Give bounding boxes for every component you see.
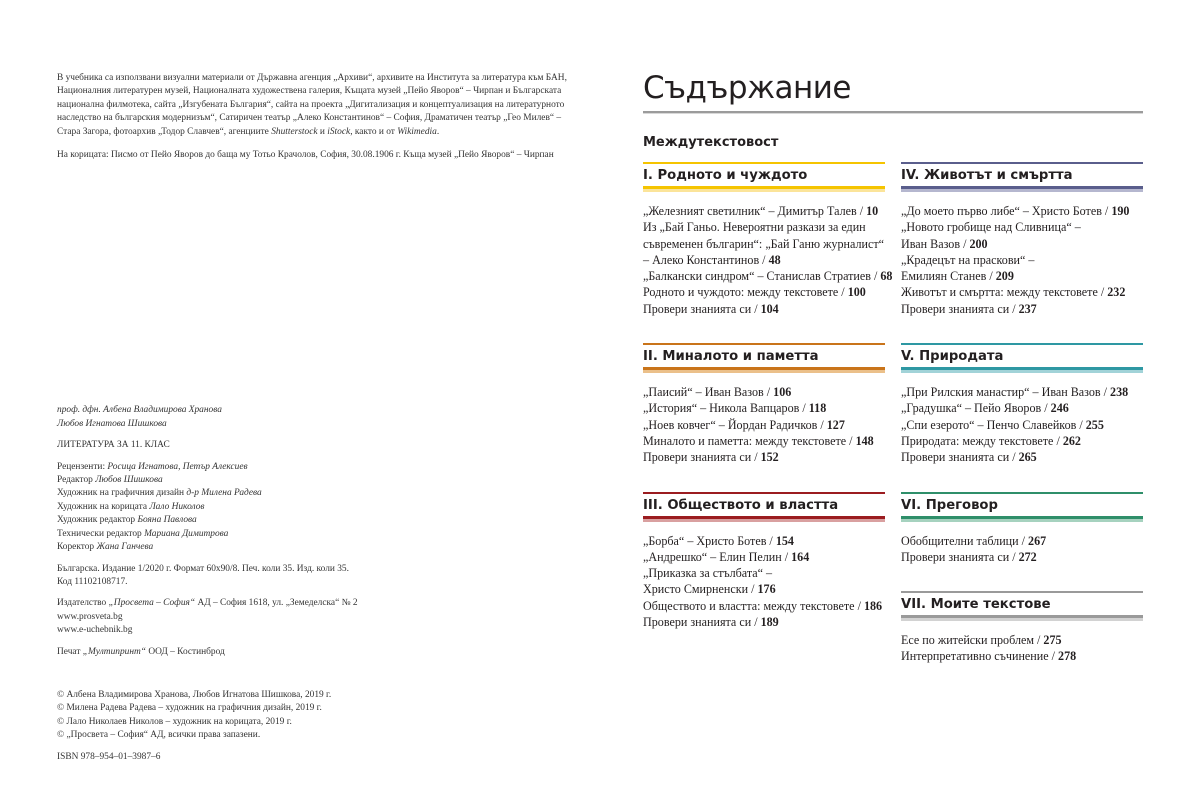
- credits-line: Националния литературен музей, Националната художествена галерия, Къщата музей „Пейо Яворов“ – Чирпан и Българската: [57, 86, 562, 97]
- section-heading[interactable]: II. Миналото и паметта: [643, 343, 885, 370]
- page-number: 104: [760, 301, 779, 316]
- entry-title: Из „Бай Ганьо. Невероятни разкази за един: [643, 220, 866, 235]
- page-number: 209: [995, 269, 1014, 284]
- staff-row: [57, 487, 582, 500]
- toc-entry[interactable]: [901, 236, 1143, 252]
- page-number: 100: [847, 285, 866, 300]
- entry-title: „Новото гробище над Сливница“ –: [901, 220, 1081, 235]
- toc-section: [643, 492, 885, 631]
- page-number: 267: [1028, 533, 1047, 548]
- section-entries: [901, 203, 1143, 317]
- staff-role: Художник на корицата: [57, 501, 150, 512]
- toc-entry[interactable]: [643, 301, 885, 317]
- toc-entry[interactable]: [643, 400, 885, 416]
- publisher-info: [57, 597, 582, 637]
- entry-title: Иван Вазов /: [901, 236, 970, 251]
- toc-entry[interactable]: [643, 533, 885, 549]
- staff-role: Редактор: [57, 475, 96, 486]
- toc-column-left: [643, 162, 893, 656]
- section-entries: [901, 384, 1143, 465]
- section-heading[interactable]: V. Природата: [901, 343, 1143, 370]
- entry-title: Обобщителни таблици /: [901, 533, 1029, 548]
- staff-row: [57, 474, 582, 487]
- section-entries: [643, 533, 885, 631]
- toc-entry[interactable]: [901, 301, 1143, 317]
- section-heading[interactable]: VI. Преговор: [901, 492, 1143, 519]
- page-number: 164: [791, 549, 810, 564]
- entry-title: Провери знанията си /: [643, 615, 761, 630]
- publisher-name: „Просвета – София“: [108, 598, 196, 609]
- toc-entry[interactable]: [643, 284, 885, 300]
- entry-title: Провери знанията си /: [643, 301, 761, 316]
- entry-title: Провери знанията си /: [901, 450, 1019, 465]
- edition-line: Код 11102108717.: [57, 576, 128, 587]
- entry-title: Провери знанията си /: [643, 450, 761, 465]
- staff-name: Росица Игнатова, Петър Алексиев: [107, 461, 248, 472]
- toc-section: [901, 343, 1143, 465]
- page-number: 154: [775, 533, 794, 548]
- book-title: ЛИТЕРАТУРА ЗА 11. КЛАС: [57, 440, 170, 451]
- page-number: 278: [1058, 649, 1077, 664]
- toc-entry[interactable]: [901, 533, 1143, 549]
- entry-title: Есе по житейски проблем /: [901, 633, 1044, 648]
- printer-name: „Мултипринт“: [82, 646, 146, 657]
- page-number: 255: [1085, 417, 1104, 432]
- entry-title: „История“ – Никола Вапцаров /: [643, 401, 809, 416]
- credits-line: национална филмотека, сайта „Изгубената България“, сайта на проекта „Дигитализация и концептуализация на литературното: [57, 99, 565, 110]
- page-number: 10: [866, 204, 879, 218]
- toc-entry[interactable]: [901, 400, 1143, 416]
- credits-text: , както и от: [350, 126, 398, 137]
- section-entries: [643, 203, 893, 317]
- copyright-line: © Милена Радева Радева – художник на графичния дизайн, 2019 г.: [57, 703, 322, 714]
- section-entries: [901, 632, 1143, 665]
- copyright-line: © Лало Николаев Николов – художник на корицата, 2019 г.: [57, 716, 292, 727]
- credits-line: В учебника са използвани визуални материали от Държавна агенция „Архиви“, архивите на Института за литература към БАН,: [57, 73, 567, 83]
- page-number: 176: [757, 582, 776, 597]
- page-number: 275: [1043, 633, 1062, 648]
- printer-info: [57, 646, 582, 659]
- page-number: 152: [760, 450, 779, 465]
- credits-line: наследство на българския модернизъм“, Сатиричен театър „Алеко Константинов“ – София, Драматичен театър „Гео Милев“ –: [57, 113, 562, 124]
- toc-entry[interactable]: [901, 632, 1143, 648]
- page-number: 246: [1050, 401, 1069, 416]
- toc-entry[interactable]: [643, 268, 893, 284]
- entry-title: „Балкански синдром“ – Станислав Стратиев /: [643, 269, 881, 284]
- entry-title: „Крадецът на праскови“ –: [901, 252, 1035, 267]
- toc-section: [643, 162, 893, 317]
- authors: [57, 404, 582, 431]
- staff-name: Жана Ганчева: [96, 542, 154, 553]
- toc-entry[interactable]: [901, 417, 1143, 433]
- staff-role: Рецензенти:: [57, 461, 108, 472]
- toc-entry[interactable]: [643, 219, 885, 235]
- staff-list: [57, 461, 582, 555]
- toc-entry[interactable]: [643, 203, 885, 219]
- toc-entry[interactable]: [901, 384, 1143, 400]
- toc-entry[interactable]: [901, 252, 1143, 268]
- entry-title: „Паисий“ – Иван Вазов /: [643, 385, 774, 400]
- staff-row: [57, 541, 582, 554]
- credits-text: Стара Загора, фотоархив „Тодор Славчев“, агенциите: [57, 126, 272, 137]
- staff-role: Художник редактор: [57, 515, 138, 526]
- staff-row: [57, 514, 582, 527]
- credits-istock: iStock: [327, 126, 351, 137]
- entry-title: Животът и смъртта: между текстовете /: [901, 285, 1108, 300]
- toc-entry[interactable]: [901, 433, 1143, 449]
- toc-entry[interactable]: [901, 268, 1143, 284]
- isbn: ISBN 978–954–01–3987–6: [57, 751, 161, 762]
- entry-title: „При Рилския манастир“ – Иван Вазов /: [901, 385, 1111, 400]
- toc-section: [901, 492, 1143, 566]
- toc-entry[interactable]: [643, 598, 885, 614]
- edition-line: Българска. Издание 1/2020 г. Формат 60x90/8. Печ. коли 35. Изд. коли 35.: [57, 563, 349, 574]
- entry-title: Провери знанията си /: [901, 549, 1019, 564]
- copyright-line: © Албена Владимирова Хранова, Любов Игнатова Шишкова, 2019 г.: [57, 689, 332, 700]
- publisher-line: [57, 597, 582, 610]
- staff-role: Технически редактор: [57, 528, 145, 539]
- website-link[interactable]: www.prosveta.bg: [57, 611, 123, 622]
- staff-row: [57, 461, 582, 474]
- staff-role: Художник на графичния дизайн: [57, 488, 187, 499]
- page-number: 127: [826, 417, 845, 432]
- toc-entry[interactable]: [643, 565, 885, 581]
- toc-section: [901, 162, 1143, 317]
- toc-entry[interactable]: [643, 236, 885, 252]
- entry-title: Природата: между текстовете /: [901, 433, 1063, 448]
- page-number: 106: [773, 385, 792, 400]
- entry-title: „Борба“ – Христо Ботев /: [643, 533, 776, 548]
- toc-entry[interactable]: [643, 384, 885, 400]
- imprint-page: [57, 72, 582, 764]
- staff-name: Любов Шишкова: [95, 475, 163, 486]
- toc-entry[interactable]: [643, 449, 885, 465]
- section-heading[interactable]: VII. Моите текстове: [901, 591, 1143, 618]
- entry-title: Обществото и властта: между текстовете /: [643, 598, 864, 613]
- publisher-address: АД – София 1618, ул. „Земеделска“ № 2: [195, 598, 358, 609]
- toc-entry[interactable]: [901, 284, 1143, 300]
- staff-name: д-р Милена Радева: [186, 488, 262, 499]
- entry-title: „Железният светилник“ – Димитър Талев /: [643, 204, 867, 218]
- section-heading[interactable]: I. Родното и чуждото: [643, 162, 885, 189]
- toc-entry[interactable]: [643, 417, 885, 433]
- entry-title: „До моето първо либе“ – Христо Ботев /: [901, 204, 1112, 218]
- table-of-contents: [643, 0, 1143, 807]
- staff-row: [57, 528, 582, 541]
- toc-entry[interactable]: [643, 614, 885, 630]
- credits-text: .: [436, 126, 440, 137]
- entry-title: „Ноев ковчег“ – Йордан Радичков /: [643, 417, 827, 432]
- toc-entry[interactable]: [901, 549, 1143, 565]
- credits-text: и: [317, 126, 328, 137]
- toc-column-right: [901, 162, 1143, 691]
- section-heading[interactable]: III. Обществото и властта: [643, 492, 885, 519]
- entry-title: Родното и чуждото: между текстовете /: [643, 285, 848, 300]
- entry-title: – Алеко Константинов /: [643, 252, 769, 267]
- staff-role: Коректор: [57, 542, 97, 553]
- website-link[interactable]: www.e-uchebnik.bg: [57, 625, 133, 636]
- toc-section: [901, 591, 1143, 665]
- edition-info: [57, 563, 582, 590]
- page-number: 272: [1018, 549, 1037, 564]
- entry-title: съвременен българин“: „Бай Ганю журналист“: [643, 236, 885, 251]
- entry-title: Провери знанията си /: [901, 301, 1019, 316]
- author: Любов Игнатова Шишкова: [57, 418, 167, 429]
- author: проф. дфн. Албена Владимирова Хранова: [57, 405, 222, 416]
- page-number: 118: [808, 401, 827, 416]
- page-title: Съдържание: [643, 70, 851, 106]
- cover-note: На корицата: Писмо от Пейо Яворов до баща му Тотьо Крачолов, София, 30.08.1906 г. Къща музей „Пейо Яворов“ – Чирпан: [57, 150, 554, 161]
- toc-entry[interactable]: [643, 581, 885, 597]
- page-number: 48: [768, 252, 781, 267]
- credits-wikimedia: Wikimedia: [397, 126, 437, 137]
- page-number: 238: [1110, 385, 1129, 400]
- page-number: 265: [1018, 450, 1037, 465]
- toc-section: [643, 343, 885, 465]
- page-number: 190: [1111, 204, 1130, 218]
- page-number: 232: [1107, 285, 1126, 300]
- toc-entry[interactable]: [901, 219, 1143, 235]
- entry-title: „Приказка за стълбата“ –: [643, 566, 773, 581]
- section-entries: [643, 384, 885, 465]
- page-number: 186: [863, 598, 883, 613]
- toc-entry[interactable]: [901, 648, 1143, 664]
- toc-subtitle: Междутекстовост: [643, 135, 779, 150]
- printer-line: [57, 646, 582, 659]
- entry-title: Миналото и паметта: между текстовете /: [643, 433, 856, 448]
- page-number: 237: [1018, 301, 1037, 316]
- staff-name: Мариана Димитрова: [144, 528, 229, 539]
- image-credits: [57, 72, 582, 139]
- page-number: 189: [760, 615, 779, 630]
- page-number: 200: [969, 236, 988, 251]
- staff-row: [57, 501, 582, 514]
- credits-line-last: [57, 126, 582, 139]
- staff-name: Лало Николов: [149, 501, 205, 512]
- entry-title: „Градушка“ – Пейо Яворов /: [901, 401, 1051, 416]
- section-entries: [901, 533, 1143, 566]
- entry-title: „Спи езерото“ – Пенчо Славейков /: [901, 417, 1086, 432]
- copyright-line: © „Просвета – София“ АД, всички права запазени.: [57, 730, 261, 741]
- printer-suffix: ООД – Костинброд: [145, 646, 225, 657]
- staff-name: Бояна Павлова: [137, 515, 197, 526]
- page-number: 262: [1062, 433, 1081, 448]
- entry-title: Емилиян Станев /: [901, 269, 996, 284]
- page-number: 148: [855, 433, 874, 448]
- copyright-notices: [57, 689, 582, 743]
- toc-entry[interactable]: [901, 203, 1143, 219]
- entry-title: Христо Смирненски /: [643, 582, 758, 597]
- title-divider: [643, 111, 1143, 114]
- toc-entry[interactable]: [901, 449, 1143, 465]
- toc-entry[interactable]: [643, 252, 885, 268]
- credits-shutterstock: Shutterstock: [271, 126, 318, 137]
- toc-entry[interactable]: [643, 433, 885, 449]
- entry-title: Интерпретативно съчинение /: [901, 649, 1059, 664]
- section-heading[interactable]: IV. Животът и смъртта: [901, 162, 1143, 189]
- page-number: 68: [880, 269, 893, 284]
- publisher-prefix: Издателство: [57, 598, 109, 609]
- toc-entry[interactable]: [643, 549, 885, 565]
- printer-prefix: Печат: [57, 646, 83, 657]
- entry-title: „Андрешко“ – Елин Пелин /: [643, 549, 792, 564]
